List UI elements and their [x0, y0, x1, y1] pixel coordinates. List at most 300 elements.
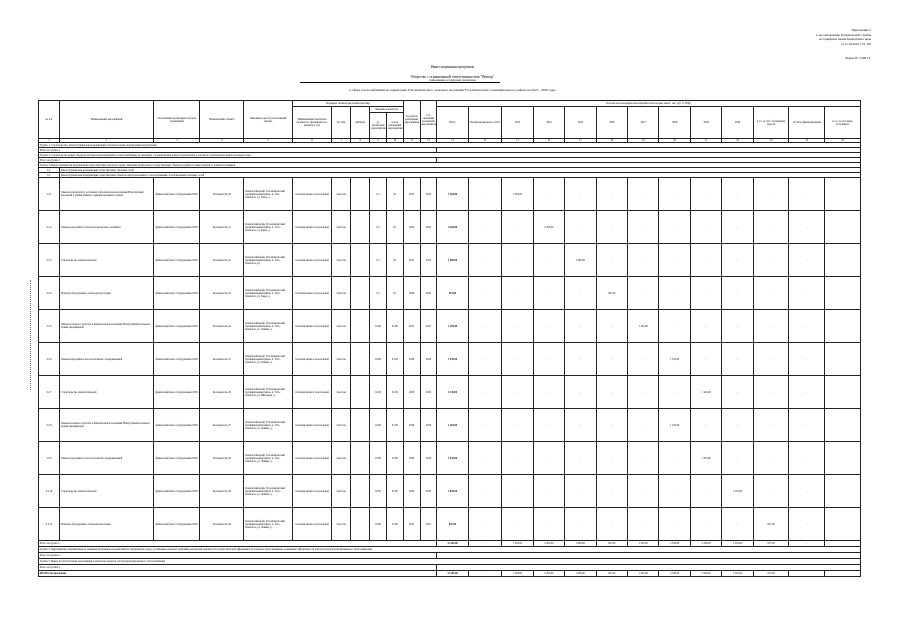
table-cell-v2030: -	[722, 409, 753, 442]
table-cell-v2024: -	[533, 178, 564, 211]
table-cell-total: 1 355,00	[437, 442, 468, 475]
table-cell-v2028: -	[659, 211, 690, 244]
group-total-label: Всего по группе 4	[39, 553, 437, 559]
table-cell-v2026: 851,00	[596, 277, 627, 310]
table-cell-v2030: -	[722, 244, 753, 277]
table-cell-total: 657,00	[437, 508, 468, 541]
table-cell-obj: Котельная № 20	[200, 178, 244, 211]
group-row: Группа 3. Реконструкция или модернизация существующих объектов в целях снижения уровня износа существующих объектов и (или) поставки энергии от разных источников	[39, 163, 861, 168]
col-year-head: 2026	[596, 107, 627, 139]
table-cell-n: 3.2.10	[39, 475, 60, 508]
table-cell-before: 0,1	[370, 211, 387, 244]
table-cell-v2023: -	[502, 442, 533, 475]
col-num-head: № п/п	[39, 101, 60, 139]
table-cell-prev: -	[468, 343, 502, 376]
table-cell-v2027: -	[628, 277, 659, 310]
table-cell-n: 3.2.9	[39, 442, 60, 475]
total-cell: -	[468, 541, 502, 547]
group-val-head: Значение показателя	[370, 107, 404, 113]
table-cell-start: 2024	[403, 211, 420, 244]
table-cell-end: 2029	[420, 442, 437, 475]
column-index-cell: 2	[59, 139, 153, 143]
table-cell-basis: физический износ оборудования 100%	[154, 376, 200, 409]
table-cell-v2027: -	[628, 508, 659, 541]
table-cell-after: 0,100	[386, 343, 403, 376]
table-cell-v2025: 1 985,00	[565, 244, 596, 277]
table-cell-diam	[351, 376, 370, 409]
table-cell-diam	[351, 277, 370, 310]
table-cell-total: 1 985,00	[437, 244, 468, 277]
table-cell-v2030: -	[722, 211, 753, 244]
table-cell-v2025: -	[565, 343, 596, 376]
total-cell: 1 365,00	[502, 541, 533, 547]
table-cell-after: 0,100	[386, 310, 403, 343]
table-cell-other	[825, 475, 861, 508]
table-cell-loc: Камчатский край, Усть-Камчатский муниципальный район, п. Усть-Камчатск, ул. Ленина, д.	[244, 409, 292, 442]
table-cell-other	[825, 442, 861, 475]
group-row: Группа 2. Строительство новых объектов системы централизованного теплоснабжения, не связанных с подключением новых потребителей, в том числе строительство новых тепловых сетей	[39, 153, 861, 158]
table-cell-prev: -	[468, 475, 502, 508]
grand-total-cell: 1 505,00	[722, 571, 753, 577]
table-cell-before: 0,1	[370, 277, 387, 310]
table-cell-v2025: -	[565, 277, 596, 310]
table-cell-n: 3.2.2	[39, 211, 60, 244]
table-cell-other	[825, 508, 861, 541]
table-cell-v2023: -	[502, 211, 533, 244]
table-cell-own: -	[753, 244, 789, 277]
table-cell-rest: -	[789, 211, 825, 244]
table-cell-loc: Камчатский край, Усть-Камчатский муниципальный район, п. Усть-Камчатск, ул. Школьная, д.	[244, 376, 292, 409]
column-index-cell: 8	[351, 139, 370, 143]
table-cell-v2027: -	[628, 178, 659, 211]
table-cell-n: 3.2.11	[39, 508, 60, 541]
table-cell-own: 657,00	[753, 508, 789, 541]
table-cell-before: 0,100	[370, 442, 387, 475]
table-cell-name: Монтаж оборудования сетей водоподготовки	[59, 277, 153, 310]
table-cell-v2029: -	[690, 178, 721, 211]
column-index-cell: 5	[244, 139, 292, 143]
table-cell-v2025: -	[565, 211, 596, 244]
col-loc-head: Описание и место расположения объекта	[244, 101, 292, 139]
table-cell-end: 2030	[420, 475, 437, 508]
column-index-cell: 14	[468, 139, 502, 143]
table-cell-diam	[351, 508, 370, 541]
grand-total-cell: 1 205,00	[628, 571, 659, 577]
table-cell-n: 3.2.4	[39, 277, 60, 310]
table-cell-v2024: -	[533, 409, 564, 442]
table-cell-own: -	[753, 277, 789, 310]
table-cell-v2030: -	[722, 442, 753, 475]
table-cell-loc: Камчатский край, Усть-Камчатский муниципальный район, п. Усть-Камчатск, ул. Ленина, д.	[244, 343, 292, 376]
col-start-head: Год начала реализации мероприятия	[403, 101, 420, 139]
table-cell-obj: Котельная № 22	[200, 244, 244, 277]
table-cell-char: тепловая мощность котельной	[292, 310, 332, 343]
table-cell-v2025: -	[565, 442, 596, 475]
table-cell-v2027: -	[628, 376, 659, 409]
table-cell-own: -	[753, 442, 789, 475]
table-cell-name: Строительство новой котельной	[59, 376, 153, 409]
total-cell: 1 505,00	[722, 541, 753, 547]
table-cell-v2029: -	[690, 277, 721, 310]
table-cell-v2024: -	[533, 310, 564, 343]
col-obj-head: Наименование объекта	[200, 101, 244, 139]
table-cell-end: 2028	[420, 409, 437, 442]
table-cell-obj: Котельная № 24	[200, 310, 244, 343]
table-cell-basis: физический износ оборудования 100%	[154, 475, 200, 508]
table-cell-loc: Камчатский край, Усть-Камчатский муниципальный район, п. Усть-Камчатск, ул. Завод, д.	[244, 277, 292, 310]
table-row	[39, 211, 861, 244]
table-cell-own: -	[753, 475, 789, 508]
table-cell-n: 3.2.8	[39, 409, 60, 442]
table-cell-loc: Камчатский край, Усть-Камчатский муниципальный район, п. Усть-Камчатск, ул. Ленина, д.	[244, 442, 292, 475]
table-cell-obj: Котельная № 26	[200, 376, 244, 409]
table-cell-prev: -	[468, 442, 502, 475]
table-cell-own: -	[753, 343, 789, 376]
grand-total-cell: -	[789, 571, 825, 577]
table-cell-start: 2027	[403, 310, 420, 343]
program-name: Инвестиционная программа	[430, 65, 475, 69]
group-row: Группа 4. Мероприятия, направленные на снижение негативного воздействия на окружающую среду, достижение плановых значений показателей надежности и энергетической эффективности объектов теплоснабжения, повышение эффективности работы систем централизованного теплоснабжения	[39, 547, 861, 553]
grand-total-cell: 2 500,00	[690, 571, 721, 577]
table-cell-obj: Котельная № 23	[200, 277, 244, 310]
table-cell-total: 2 205,00	[437, 211, 468, 244]
table-cell-other	[825, 343, 861, 376]
table-cell-rest: -	[789, 475, 825, 508]
table-row	[39, 376, 861, 409]
table-cell-other	[825, 409, 861, 442]
col-total-head: Всего	[437, 107, 468, 139]
table-row	[39, 277, 861, 310]
table-cell-v2028: -	[659, 376, 690, 409]
grand-total-cell: 2 205,00	[533, 571, 564, 577]
table-cell-obj: Котельная № 27	[200, 409, 244, 442]
table-cell-before: 0,1	[370, 244, 387, 277]
table-cell-v2030: 1 505,00	[722, 475, 753, 508]
grand-total-cell: 2 520,00	[659, 571, 690, 577]
investment-table	[38, 100, 861, 577]
table-cell-before: 0,1	[370, 178, 387, 211]
table-cell-n: 3.2.3	[39, 244, 60, 277]
total-cell: 13 445,00	[437, 541, 468, 547]
col-year-head: 2027	[628, 107, 659, 139]
table-cell-prev: -	[468, 211, 502, 244]
table-cell-end: 2023	[420, 178, 437, 211]
group-row: Группа 5. Вывод из эксплуатации, консервация и демонтаж объектов систем централизованного теплоснабжения	[39, 559, 861, 565]
form-number: Форма № 3 ИП ТС	[845, 56, 871, 60]
table-cell-obj: Котельная № 29	[200, 475, 244, 508]
group-total-label: Всего по группе 2	[39, 158, 437, 163]
subgroup-num: 3.2.	[39, 173, 60, 178]
column-index-cell: 6	[292, 139, 332, 143]
table-cell-unit: Гкал/час	[332, 442, 351, 475]
group-total-label: Всего по группе 5	[39, 565, 437, 571]
table-cell-name: Замена водогрейного котла котельной типа топливная	[59, 211, 153, 244]
table-cell-basis: физический износ оборудования 100%	[154, 211, 200, 244]
column-index-cell: 17	[565, 139, 596, 143]
table-cell-diam	[351, 310, 370, 343]
column-index-cell: 13	[437, 139, 468, 143]
table-cell-basis: физический износ оборудования 100%	[154, 178, 200, 211]
table-cell-v2030: -	[722, 508, 753, 541]
table-row	[39, 244, 861, 277]
table-cell-before: 0,100	[370, 376, 387, 409]
table-cell-v2029: -	[690, 508, 721, 541]
column-index-cell: 11	[403, 139, 420, 143]
table-cell-v2029: -	[690, 409, 721, 442]
table-cell-total: 1 165,00	[437, 409, 468, 442]
col-year-head: 2029	[690, 107, 721, 139]
table-cell-v2024: 2 205,00	[533, 211, 564, 244]
table-cell-diam	[351, 211, 370, 244]
table-cell-name: Замена котельного агрегата в фактическом исполнении Новотрубный котельной здания передвижной	[59, 310, 153, 343]
table-cell-diam	[351, 343, 370, 376]
table-cell-v2030: -	[722, 277, 753, 310]
table-cell-other	[825, 211, 861, 244]
table-cell-char: тепловая мощность котельной	[292, 343, 332, 376]
table-cell-prev: -	[468, 244, 502, 277]
table-cell-unit: Гкал/час	[332, 244, 351, 277]
table-cell-diam	[351, 475, 370, 508]
table-cell-char: тепловая мощность котельной	[292, 409, 332, 442]
table-cell-unit: Гкал/час	[332, 409, 351, 442]
table-cell-loc: Камчатский край, Усть-Камчатский муниципальный район, п. Усть-Камчатск, ул. Ленина, д.	[244, 475, 292, 508]
table-cell-v2029: -	[690, 343, 721, 376]
column-index-cell: 9	[370, 139, 387, 143]
column-index-cell: 23	[753, 139, 789, 143]
table-cell-total: 1 355,00	[437, 343, 468, 376]
table-cell-after: 0,100	[386, 409, 403, 442]
table-cell-n: 3.2.6	[39, 343, 60, 376]
table-cell-obj: Котельная № 30	[200, 508, 244, 541]
table-cell-unit: Гкал/час	[332, 211, 351, 244]
table-cell-other	[825, 376, 861, 409]
appendix-header	[816, 28, 871, 46]
col-year-head: 2025	[565, 107, 596, 139]
table-cell-v2024: -	[533, 343, 564, 376]
table-cell-total: 851,00	[437, 277, 468, 310]
table-cell-v2023: -	[502, 508, 533, 541]
table-cell-diam	[351, 409, 370, 442]
table-cell-v2023: -	[502, 244, 533, 277]
grand-total-label: ИТОГО по программе	[39, 571, 437, 577]
table-cell-end: 2025	[420, 244, 437, 277]
table-cell-after: 0,100	[386, 508, 403, 541]
table-cell-v2025: -	[565, 508, 596, 541]
total-cell: 1 985,00	[565, 541, 596, 547]
table-cell-start: 2028	[403, 409, 420, 442]
table-row	[39, 343, 861, 376]
table-cell-prev: -	[468, 409, 502, 442]
table-cell-after: 0,1	[386, 211, 403, 244]
table-cell-basis: физический износ оборудования 100%	[154, 277, 200, 310]
table-cell-prev: -	[468, 376, 502, 409]
col-end-head: Год окончания реализации мероприятия	[420, 101, 437, 139]
total-label: Всего по группе 3	[39, 541, 437, 547]
table-cell-rest: -	[789, 277, 825, 310]
table-cell-obj: Котельная № 28	[200, 442, 244, 475]
title-underline	[300, 82, 500, 83]
table-cell-v2024: -	[533, 244, 564, 277]
table-cell-name: Строительство новой котельной	[59, 244, 153, 277]
table-cell-v2030: -	[722, 343, 753, 376]
table-cell-v2029: -	[690, 211, 721, 244]
table-cell-start: 2025	[403, 244, 420, 277]
appendix-line: к постановлению Региональной службы	[816, 32, 871, 37]
table-cell-start: 2026	[403, 277, 420, 310]
table-cell-v2027: -	[628, 475, 659, 508]
appendix-line: от 21.10.2022 г. № 102	[840, 41, 871, 46]
table-cell-v2030: -	[722, 376, 753, 409]
table-cell-v2023: -	[502, 343, 533, 376]
table-cell-v2023: -	[502, 475, 533, 508]
table-cell-v2028: -	[659, 475, 690, 508]
table-cell-v2024: -	[533, 277, 564, 310]
table-cell-other	[825, 310, 861, 343]
group-tech-head: Основные технические характеристики	[292, 101, 403, 107]
column-index-cell: 19	[628, 139, 659, 143]
table-cell-v2026: -	[596, 244, 627, 277]
column-index-cell: 1	[39, 139, 60, 143]
table-cell-prev: -	[468, 310, 502, 343]
table-cell-char: тепловая мощность котельной	[292, 244, 332, 277]
table-cell-start: 2023	[403, 178, 420, 211]
table-cell-after: 0,1	[386, 244, 403, 277]
title-org: Общество с ограниченной ответственностью "Вектор"	[410, 75, 495, 79]
column-index-cell: 3	[154, 139, 200, 143]
table-cell-start: 2031	[403, 508, 420, 541]
table-cell-basis: физический износ оборудования 100%	[154, 310, 200, 343]
table-cell-unit: Гкал/час	[332, 310, 351, 343]
subgroup-num: 3.1.	[39, 168, 60, 173]
group-cost-head: Расходы на реализацию мероприятий в прогнозных ценах, тыс. руб. (с НДС)	[437, 101, 861, 107]
col-year-head: 2030	[722, 107, 753, 139]
column-index-cell: 21	[690, 139, 721, 143]
table-cell-rest: -	[789, 508, 825, 541]
table-cell-end: 2026	[420, 277, 437, 310]
table-cell-after: 0,1	[386, 178, 403, 211]
column-index-cell: 24	[789, 139, 825, 143]
table-cell-v2028: -	[659, 277, 690, 310]
table-cell-after: 0,100	[386, 376, 403, 409]
table-row	[39, 178, 861, 211]
col-other-head: в т.ч. за счет иных источников	[825, 107, 861, 139]
table-cell-unit: Гкал/час	[332, 343, 351, 376]
table-cell-v2027: -	[628, 211, 659, 244]
table-cell-v2027: -	[628, 409, 659, 442]
group-row: Группа 1. Строительство, реконструкция или модернизация объектов в целях подключения потребителей	[39, 143, 861, 148]
table-cell-n: 3.2.7	[39, 376, 60, 409]
table-cell-v2028: -	[659, 178, 690, 211]
table-cell-char: тепловая мощность котельной	[292, 475, 332, 508]
table-cell-char: тепловая мощность котельной	[292, 508, 332, 541]
table-cell-own: -	[753, 178, 789, 211]
table-cell-v2026: -	[596, 343, 627, 376]
table-cell-rest: -	[789, 376, 825, 409]
table-cell-diam	[351, 442, 370, 475]
col-year-head: 2024	[533, 107, 564, 139]
table-cell-char: тепловая мощность котельной	[292, 376, 332, 409]
table-cell-v2023: -	[502, 277, 533, 310]
column-index-cell: 7	[332, 139, 351, 143]
table-cell-after: 0,1	[386, 277, 403, 310]
col-year-head: 2023	[502, 107, 533, 139]
table-cell-name: Замена водогрейного котла котельной с модернизацией	[59, 343, 153, 376]
grand-total-cell: 1 365,00	[502, 571, 533, 577]
table-cell-v2028: -	[659, 442, 690, 475]
grand-total-row	[39, 571, 861, 577]
grand-total-cell: 851,00	[596, 571, 627, 577]
table-cell-v2026: -	[596, 376, 627, 409]
table-cell-v2025: -	[565, 310, 596, 343]
table-cell-basis: физический износ оборудования 100%	[154, 343, 200, 376]
table-cell-prev: -	[468, 508, 502, 541]
measure-rows	[39, 178, 861, 541]
subgroup-row: Реконструкция или модернизация существующих объектов централизованного теплоснабжения, за исключением тепловых сетей	[59, 173, 860, 178]
table-cell-basis: физический износ оборудования 100%	[154, 409, 200, 442]
table-cell-start: 2029	[403, 376, 420, 409]
table-cell-diam	[351, 244, 370, 277]
column-index-cell: 18	[596, 139, 627, 143]
grand-total-cell: 1 985,00	[565, 571, 596, 577]
table-cell-v2026: -	[596, 442, 627, 475]
table-cell-before: 0,100	[370, 475, 387, 508]
table-cell-v2030: -	[722, 310, 753, 343]
table-cell-v2029: -	[690, 244, 721, 277]
total-cell: 2 205,00	[533, 541, 564, 547]
title-org-caption: наименование регулируемой организации	[429, 79, 476, 83]
table-cell-rest: -	[789, 343, 825, 376]
grand-total-cell: -	[468, 571, 502, 577]
table-cell-after: 0,100	[386, 475, 403, 508]
table-cell-name: Монтаж оборудования сетей водоподготовки	[59, 508, 153, 541]
table-cell-v2025: -	[565, 178, 596, 211]
table-cell-v2028: -	[659, 244, 690, 277]
table-row	[39, 310, 861, 343]
column-index-cell: 25	[825, 139, 861, 143]
table-cell-v2023: 1 365,00	[502, 178, 533, 211]
table-cell-start: 2029	[403, 442, 420, 475]
table-cell-loc: Камчатский край, Усть-Камчатский муниципальный район, п. Усть-Камчатск, ул.	[244, 244, 292, 277]
table-cell-v2028: -	[659, 310, 690, 343]
column-index-cell: 10	[386, 139, 403, 143]
column-index-cell: 15	[502, 139, 533, 143]
col-unit-head: Ед. изм.	[332, 107, 351, 139]
col-char-head: Наименование показателя (мощность, протяженность, диаметр и т.п.)	[292, 107, 332, 139]
table-cell-loc: Камчатский край, Усть-Камчатский муниципальный район, п. Усть-Камчатск, ул. Завод, д.	[244, 178, 292, 211]
table-row	[39, 508, 861, 541]
table-cell-char: тепловая мощность котельной	[292, 178, 332, 211]
table-cell-total: 1 365,00	[437, 178, 468, 211]
grand-total-cell	[825, 571, 861, 577]
table-cell-v2023: -	[502, 310, 533, 343]
table-cell-v2026: -	[596, 178, 627, 211]
column-index-cell: 20	[659, 139, 690, 143]
table-cell-v2024: -	[533, 508, 564, 541]
table-cell-obj: Котельная № 25	[200, 343, 244, 376]
col-after-head: после реализации мероприятия	[386, 113, 403, 139]
table-cell-v2030: -	[722, 178, 753, 211]
table-cell-basis: физический износ оборудования 100%	[154, 244, 200, 277]
table-cell-v2028: 1 355,00	[659, 343, 690, 376]
col-prev-head: Профинансировано к 2023	[468, 107, 502, 139]
table-cell-v2028: 1 165,00	[659, 409, 690, 442]
appendix-line: по тарифам и ценам Камчатского края	[818, 37, 871, 42]
appendix-line: Приложение 2	[851, 28, 871, 32]
table-cell-v2023: -	[502, 376, 533, 409]
table-row	[39, 442, 861, 475]
table-cell-unit: Гкал/час	[332, 376, 351, 409]
table-cell-v2028: -	[659, 508, 690, 541]
